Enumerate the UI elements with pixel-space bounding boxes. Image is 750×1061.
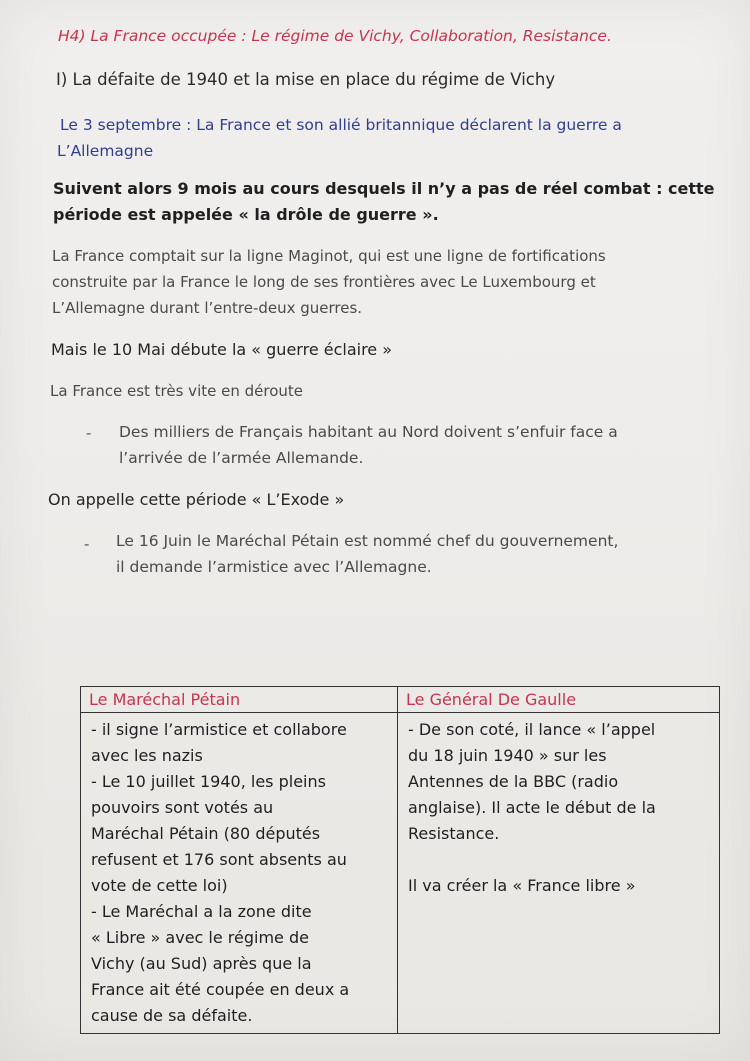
cell-line: vote de cette loi): [91, 876, 228, 895]
text-line: Le 3 septembre : La France et son allié britannique déclarent la guerre a: [60, 116, 622, 134]
bullet-marker: -: [84, 535, 90, 553]
cell-line: - De son coté, il lance « l’appel: [408, 720, 656, 739]
document-title: H4) La France occupée : Le régime de Vichy, Collaboration, Resistance.: [58, 27, 612, 45]
cell-line: Resistance.: [408, 824, 500, 843]
cell-line: - il signe l’armistice et collabore: [91, 720, 347, 739]
text-line: Suivent alors 9 mois au cours desquels il n’y a pas de réel combat : cette: [53, 179, 715, 198]
cell-de-gaulle: [398, 713, 720, 1034]
header-petain: Le Maréchal Pétain: [81, 687, 398, 713]
cell-line: pouvoirs sont votés au: [91, 798, 274, 817]
paragraph-deroute: La France est très vite en déroute: [50, 382, 303, 400]
cell-line: anglaise). Il acte le début de la: [408, 798, 656, 817]
cell-line: avec les nazis: [91, 746, 203, 765]
paragraph-drole-de-guerre: [53, 176, 715, 228]
text-line: il demande l’armistice avec l’Allemagne.: [116, 558, 432, 576]
cell-line: Vichy (au Sud) après que la: [91, 954, 312, 973]
text-line: Le 16 Juin le Maréchal Pétain est nommé chef du gouvernement,: [116, 532, 619, 550]
paragraph-guerre-eclaire: Mais le 10 Mai débute la « guerre éclaire »: [51, 340, 393, 359]
cell-line: « Libre » avec le régime de: [91, 928, 309, 947]
text-line: L’Allemagne durant l’entre-deux guerres.: [52, 299, 363, 317]
cell-line: Il va créer la « France libre »: [408, 876, 636, 895]
paragraph-declaration: [57, 112, 622, 164]
bullet-petain-armistice: [116, 528, 618, 580]
text-line: l’arrivée de l’armée Allemande.: [119, 449, 364, 467]
cell-line: Antennes de la BBC (radio: [408, 772, 619, 791]
cell-line: cause de sa défaite.: [91, 1006, 253, 1025]
cell-line: - Le 10 juillet 1940, les pleins: [91, 772, 326, 791]
bullet-marker: -: [86, 424, 92, 442]
text-line: construite par la France le long de ses frontières avec Le Luxembourg et: [52, 273, 596, 291]
cell-line: Maréchal Pétain (80 députés: [91, 824, 321, 843]
text-line: La France comptait sur la ligne Maginot, qui est une ligne de fortifications: [52, 247, 606, 265]
table-header-row: [81, 687, 720, 713]
cell-line: du 18 juin 1940 » sur les: [408, 746, 607, 765]
cell-petain: [81, 713, 398, 1034]
header-de-gaulle: Le Général De Gaulle: [398, 687, 720, 713]
bullet-exode-nord: [119, 419, 618, 471]
spacer: [408, 847, 711, 873]
text-line: L’Allemagne: [57, 142, 154, 160]
table-row: [81, 713, 720, 1034]
text-line: Des milliers de Français habitant au Nord doivent s’enfuir face a: [119, 423, 618, 441]
paragraph-maginot: [52, 243, 606, 321]
section-heading: I) La défaite de 1940 et la mise en place du régime de Vichy: [56, 70, 556, 89]
paragraph-exode: On appelle cette période « L’Exode »: [48, 490, 345, 509]
comparison-table: [80, 686, 720, 1034]
text-line: période est appelée « la drôle de guerre ».: [53, 205, 439, 224]
cell-line: refusent et 176 sont absents au: [91, 850, 347, 869]
cell-line: France ait été coupée en deux a: [91, 980, 350, 999]
cell-line: - Le Maréchal a la zone dite: [91, 902, 312, 921]
